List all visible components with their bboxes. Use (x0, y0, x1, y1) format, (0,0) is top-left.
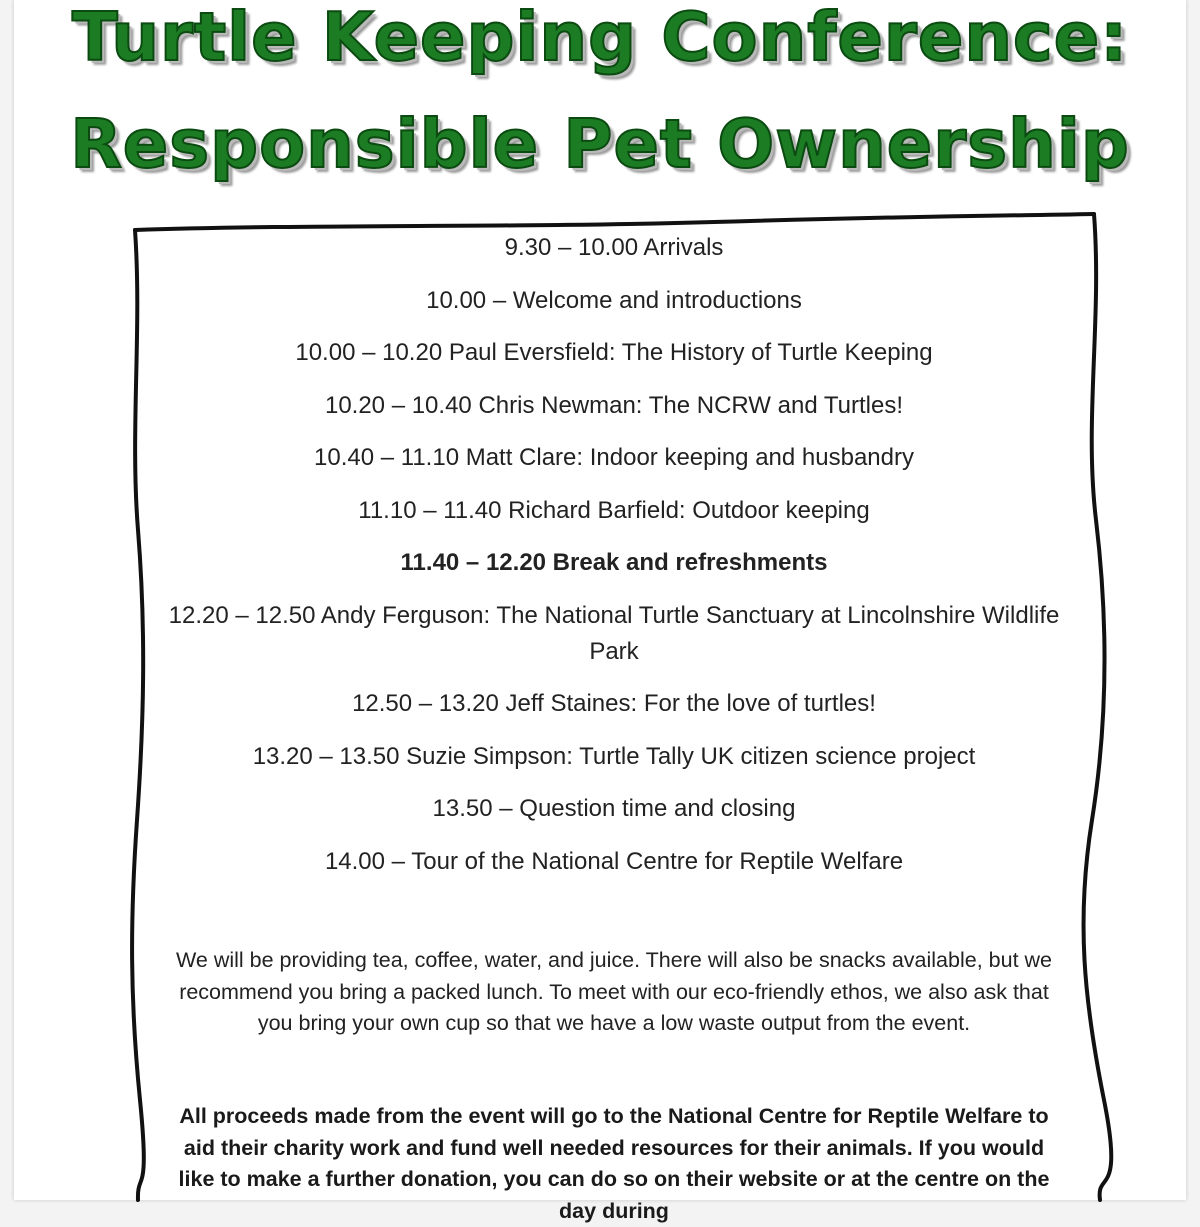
frame-right-edge (1083, 214, 1111, 1200)
schedule-item: 10.20 – 10.40 Chris Newman: The NCRW and Turtles! (324, 391, 904, 419)
schedule-item: 11.10 – 11.40 Richard Barfield: Outdoor keeping (358, 496, 870, 524)
schedule-item: 10.00 – Welcome and introductions (426, 286, 802, 314)
document-page (14, 0, 1186, 1223)
schedule-item: 12.50 – 13.20 Jeff Staines: For the love of turtles! (352, 690, 876, 717)
schedule-item: 13.20 – 13.50 Suzie Simpson: Turtle Tally UK citizen science project (252, 742, 976, 770)
schedule-item: 9.30 – 10.00 Arrivals (504, 234, 724, 261)
title-line-2: Responsible Pet Ownership (70, 105, 1130, 183)
schedule-item: 10.40 – 11.10 Matt Clare: Indoor keeping and husbandry (314, 444, 914, 471)
schedule-item-break: 11.40 – 12.20 Break and refreshments (400, 549, 828, 576)
frame-top-edge (135, 214, 1094, 230)
schedule-list (154, 230, 1074, 896)
schedule-item: 14.00 – Tour of the National Centre for Reptile Welfare (324, 847, 904, 875)
schedule-item: 13.50 – Question time and closing (432, 795, 796, 822)
refreshments-info-paragraph: We will be providing tea, coffee, water, and juice. There will also be snacks available, but we recommend you bring a packed lunch. To meet with our eco-friendly ethos, we also ask that you bring your own cup so that we have a low waste output from the event. (175, 948, 1052, 1035)
schedule-item: 12.20 – 12.50 Andy Ferguson: The National Turtle Sanctuary at Lincolnshire Wildlife Park (168, 601, 1060, 665)
schedule-item: 10.00 – 10.20 Paul Eversfield: The History of Turtle Keeping (295, 339, 933, 366)
proceeds-paragraph: All proceeds made from the event will go to the National Centre for Reptile Welfare to aid their charity work and fund well needed resources for their animals. If you would like to make a further donation, you can do so on their website or at the centre on the day during (178, 1104, 1050, 1223)
title-line-1: Turtle Keeping Conference: (72, 0, 1128, 76)
frame-left-edge (132, 230, 144, 1200)
